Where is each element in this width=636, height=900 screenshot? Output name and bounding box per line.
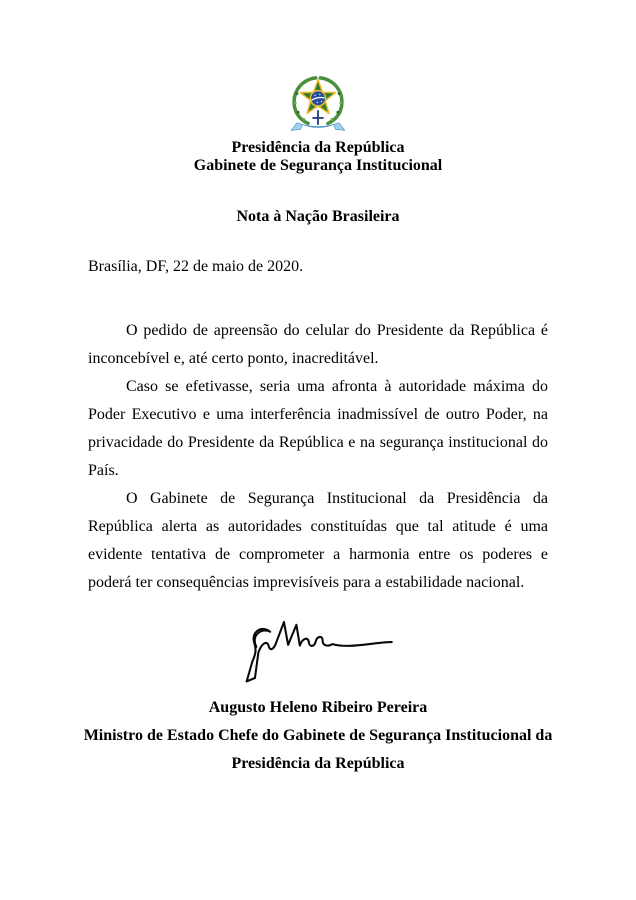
brazil-coat-of-arms-icon	[283, 70, 353, 136]
emblem-container	[0, 0, 636, 136]
paragraph: O Gabinete de Segurança Institucional da Presidência da República alerta as autoridades constituídas que tal atitude é uma evidente tentativa de comprometer a harmonia entre os poderes e poderá ter consequências imprevisíveis para a estabilidade nacional.	[88, 490, 548, 591]
signature-container	[0, 611, 636, 687]
org-department: Gabinete de Segurança Institucional	[193, 157, 443, 174]
document-title: Nota à Nação Brasileira	[236, 208, 400, 225]
document-body	[88, 317, 548, 597]
signoff-block	[0, 694, 636, 778]
dateline: Brasília, DF, 22 de maio de 2020.	[88, 258, 304, 275]
letterhead	[0, 139, 636, 175]
handwritten-signature-icon	[216, 611, 421, 687]
signer-name: Augusto Heleno Ribeiro Pereira	[208, 699, 428, 716]
signer-title-line2: Presidência da República	[231, 755, 405, 772]
org-name: Presidência da República	[231, 139, 405, 156]
signer-title-line1: Ministro de Estado Chefe do Gabinete de Segurança Institucional da	[83, 727, 553, 744]
paragraph: Caso se efetivasse, seria uma afronta à autoridade máxima do Poder Executivo e uma interferência inadmissível de outro Poder, na privacidade do Presidente da República e na segurança institucional do País.	[88, 378, 548, 479]
paragraph: O pedido de apreensão do celular do Presidente da República é inconcebível e, até certo ponto, inacreditável.	[88, 322, 548, 367]
